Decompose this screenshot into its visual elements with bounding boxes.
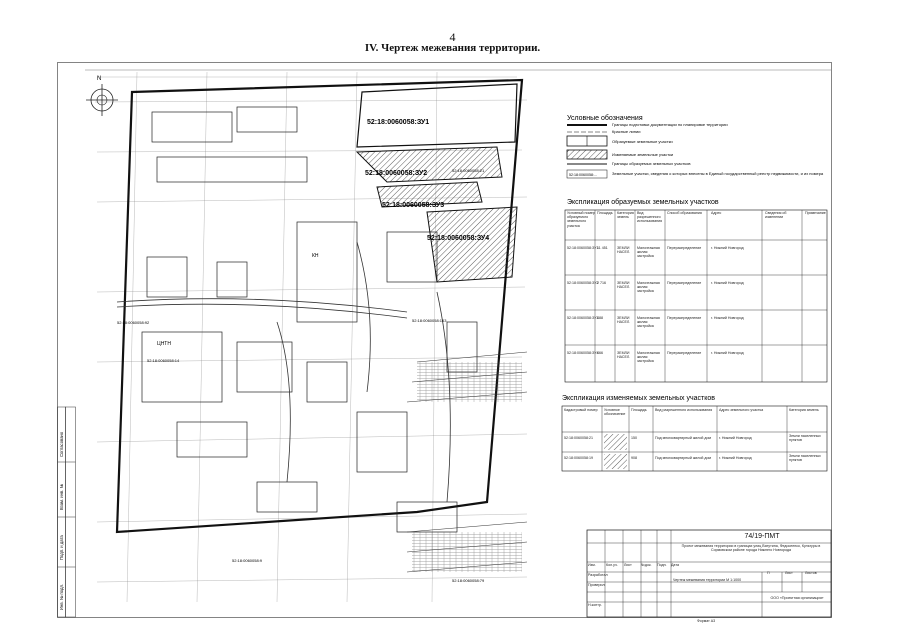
t1-r2-c3: Малоэтажная жилая застройка [637,316,660,329]
stamp-col-kol: Кол.уч. [606,563,618,567]
label-p3: 52:18:0060058:163 [412,318,447,323]
t1-r3-c2: ЗЕМЛИ НАСЕЛ. [617,351,631,360]
side-strip-inv: Инв. № подл. [59,583,64,610]
t1-r3-c1: 466 [597,351,603,355]
t1-h1: Площадь [597,211,613,215]
t1-r0-c1: 11 451 [597,246,608,250]
legend [567,114,824,178]
t1-h4: Способ образования [667,211,702,215]
t2-h3: Вид разрешенного использования [655,408,713,412]
stamp-col-sign: Подп. [657,563,667,567]
t2-h4: Адрес земельного участка [719,408,764,412]
t1-h7: Примечание [805,211,826,215]
t2-r1-c4: г. Нижний Новгород [719,456,752,460]
t1-r3-c0: 52:18:0060058:ЗУ4 [567,351,599,355]
t1-r1-c0: 52:18:0060058:ЗУ2 [567,281,599,285]
legend-sample-code: 52:18:0060058:... [569,173,597,177]
title-block-text [587,530,831,623]
t1-r3-c5: г. Нижний Новгород [711,351,744,355]
t1-r0-c2: ЗЕМЛИ НАСЕЛ. [617,246,631,255]
legend-item-changed: Изменяемые земельные участки [612,152,674,157]
label-zu1: 52:18:0060058:ЗУ1 [367,119,430,126]
stamp-code: 74/19-ПМТ [744,533,780,540]
label-p2: 52:18:0060058:21 [452,168,485,173]
t2-r0-c0: 52:18:0060058:21 [564,436,593,440]
label-p1: 52:18:0060058:92 [117,320,150,325]
stamp-format: Формат А3 [697,619,716,623]
legend-title: Условные обозначения [567,115,643,122]
side-strip-replace: Взам. инв. № [59,484,64,510]
label-zu4: 52:18:0060058:ЗУ4 [427,235,490,242]
label-kn: КН [312,253,319,259]
t2-r0-c2: 150 [631,436,637,440]
t1-r0-c3: Малоэтажная жилая застройка [637,246,660,259]
stamp-role-norm: Н.контр. [588,603,602,607]
stamp-col-date: Дата [671,563,679,567]
t1-r2-c5: г. Нижний Новгород [711,316,744,320]
t1-h2: Категория земель [617,211,634,220]
legend-item-boundary: Границы подготовки документации по планировке территории [612,122,728,127]
stamp-col-list: Лист [624,563,632,567]
t2-h2: Площадь [631,408,647,412]
t1-r0-c0: 52:18:0060058:ЗУ1 [567,246,599,250]
t1-r2-c2: ЗЕМЛИ НАСЕЛ. [617,316,631,325]
page-number: 4 [449,30,456,44]
t2-h0: Кадастровый номер [564,408,598,412]
legend-item-red-lines: Красные линии [612,129,641,134]
t1-r2-c1: 488 [597,316,603,320]
stamp-sheet: Лист [785,571,793,575]
legend-item-formed-bounds: Границы образуемых земельных участков [612,161,691,166]
t2-r0-c3: Под многоквартирный жилой дом [655,436,711,440]
t1-h6: Сведения об изменении [765,211,787,220]
stamp-sheets: Листов [805,571,817,575]
label-p5: 52:18:0060058:9 [232,558,263,563]
parcel-zu4-hatch [427,207,517,282]
t1-r1-c3: Малоэтажная жилая застройка [637,281,660,294]
t1-r1-c2: ЗЕМЛИ НАСЕЛ. [617,281,631,290]
t1-r2-c4: Перераспределение [667,316,702,320]
label-zu2: 52:18:0060058:ЗУ2 [365,170,428,177]
table-changed-title: Экспликация изменяемых земельных участков [562,395,715,402]
t1-r3-c4: Перераспределение [667,351,702,355]
t2-r0-c4: г. Нижний Новгород [719,436,752,440]
north-arrow-icon [86,84,118,116]
stamp-role-dev: Разработал [588,573,608,577]
t1-r1-c1: 2 716 [597,281,606,285]
t1-r2-c0: 52:18:0060058:ЗУ3 [567,316,599,320]
stamp-stage: П [767,571,770,575]
t1-r3-c3: Малоэтажная жилая застройка [637,351,660,364]
table-formed-title: Экспликация образуемых земельных участков [567,199,719,206]
t2-r1-c0: 52:18:0060058:19 [564,456,593,460]
parcel-zu1-outline [357,84,517,147]
t2-h5: Категория земель [789,408,819,412]
t2-r1-c3: Под многоквартирный жилой дом [655,456,711,460]
t2-r0-c5: Земли населенных пунктов [789,434,821,443]
label-p6: 52:18:0060058:79 [452,578,485,583]
stamp-col-izm: Изм. [588,563,596,567]
side-strip-agreed: Согласовано [59,431,64,457]
t1-r1-c4: Перераспределение [667,281,702,285]
stamp-role-check: Проверил [588,583,605,587]
north-label: N [97,76,102,82]
t2-h1: Условное обозначение [604,408,626,417]
label-p4: 52:18:0060058:14 [147,358,180,363]
map-area [86,72,527,602]
t2-r1-c5: Земли населенных пунктов [789,454,821,463]
stamp-col-doc: №док. [641,563,652,567]
t1-r0-c5: г. Нижний Новгород [711,246,744,250]
t1-r0-c4: Перераспределение [667,246,702,250]
legend-item-registered: Земельные участки, сведения о которых внесены в Единый государственный реестр недвижимости, и их номера [612,171,824,176]
t2-r1-c2: 908 [631,456,637,460]
stamp-org: ООО «Проектная организация» [770,596,824,600]
label-zu3: 52:18:0060058:ЗУ3 [382,202,445,209]
t1-h0: Условный номер образуемого земельного участка [567,211,595,228]
label-tsirn: ЦНТН [157,341,171,347]
side-strip [58,407,76,617]
t1-r1-c5: г. Нижний Новгород [711,281,744,285]
t1-h3: Вид разрешенного использования [637,211,663,224]
side-strip-sign: Подп. и дата [59,535,64,560]
legend-item-formed: Образуемые земельные участки [612,139,673,144]
page-heading: IV. Чертеж межевания территории. [364,42,541,54]
stamp-drawing-title: Чертеж межевания территории М 1:1000 [673,578,742,582]
stamp-project-desc: Проект межевания территории в границах улиц Ватутина, Федосеенко, Культуры в Сормовском районе города Нижнего Новгорода [681,544,821,553]
t1-h5: Адрес [711,211,722,215]
